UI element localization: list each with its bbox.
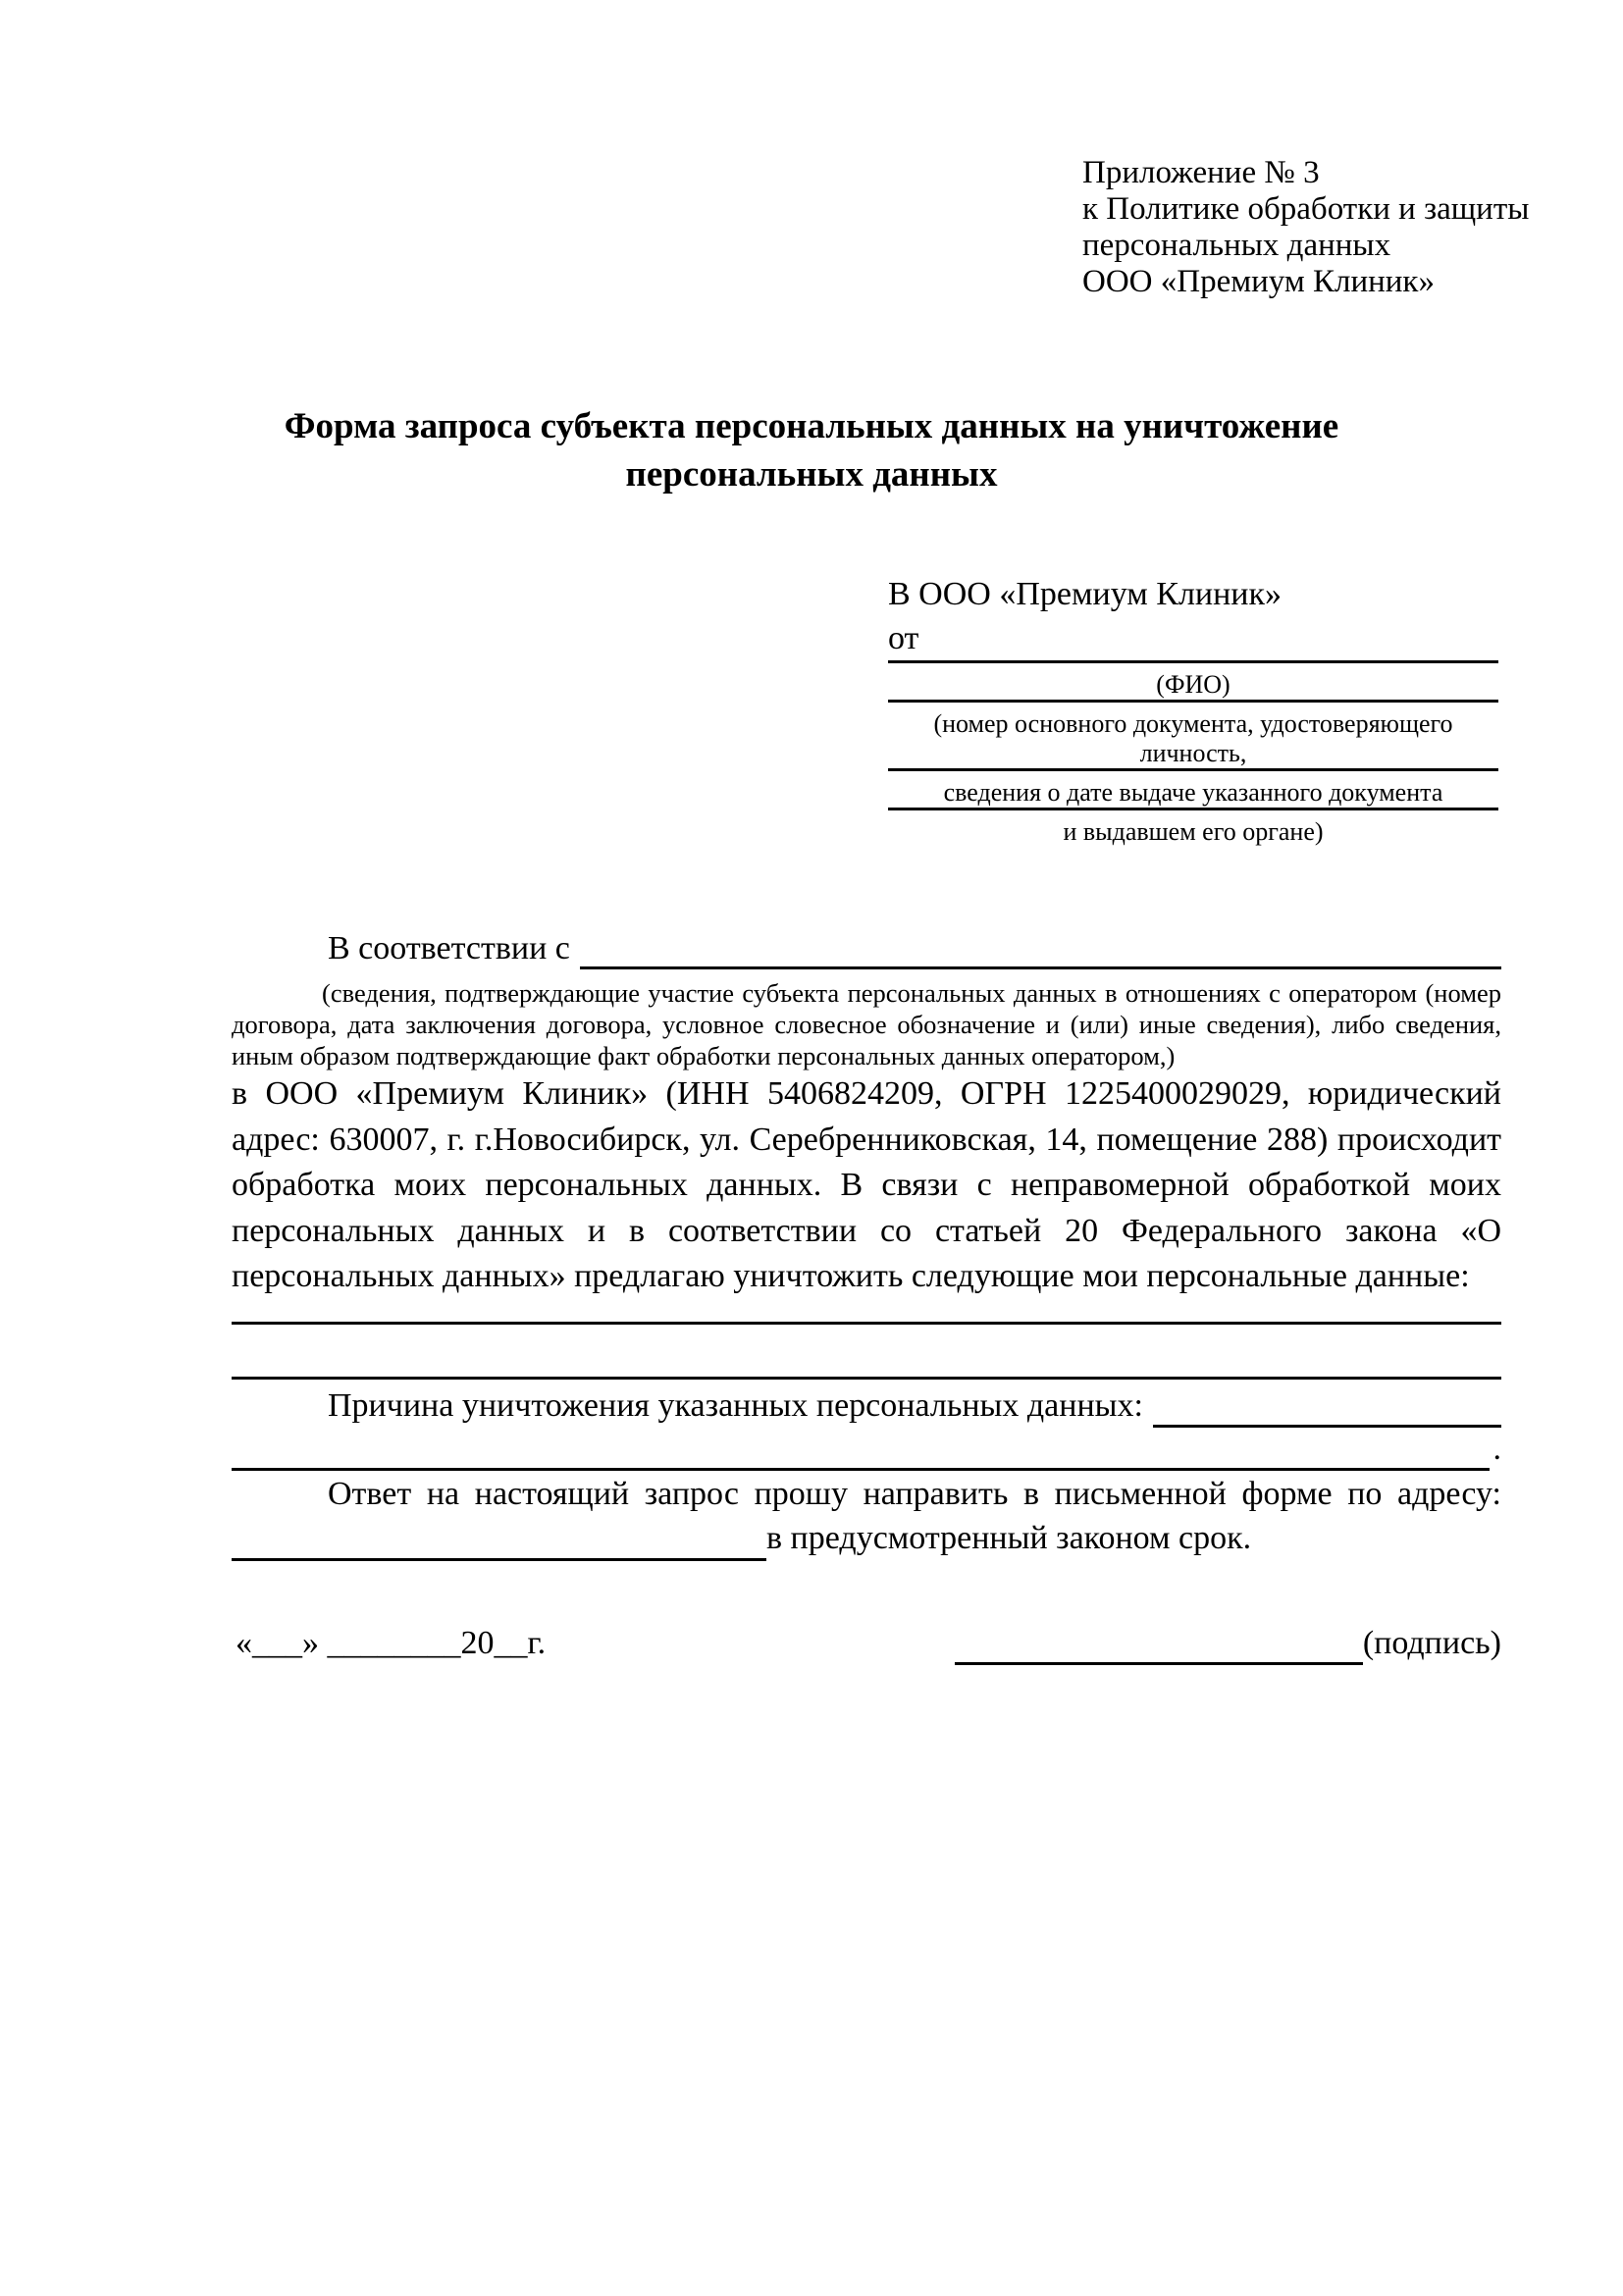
- data-to-destroy-line-2[interactable]: [232, 1325, 1501, 1380]
- appendix-line-3: персональных данных: [1082, 228, 1391, 263]
- appendix-line-1: Приложение № 3: [1082, 155, 1320, 190]
- date-field[interactable]: «___» ________20__г.: [236, 1624, 547, 1661]
- document-authority-caption: и выдавшем его органе): [1063, 817, 1324, 846]
- reason-label: Причина уничтожения указанных персональных данных:: [328, 1386, 1143, 1424]
- fio-caption: (ФИО): [1156, 670, 1230, 699]
- reason-continuation-row: [232, 1428, 1501, 1471]
- reason-row: [232, 1384, 1501, 1428]
- document-number-input-line[interactable]: [888, 700, 1498, 703]
- signature-caption: (подпись): [1362, 1624, 1501, 1661]
- fio-field: [888, 660, 1498, 700]
- document-issue-date-caption: сведения о дате выдаче указанного документа: [943, 778, 1443, 807]
- addressee-from-label: от: [888, 620, 919, 656]
- addressee-to: В ООО «Премиум Клиник»: [888, 576, 1283, 612]
- document-number-field: [888, 700, 1498, 768]
- reason-input-line-2[interactable]: [232, 1428, 1490, 1471]
- accordance-row: [232, 928, 1501, 969]
- reply-text: Ответ на настоящий запрос прошу направить в письменной форме по адресу:: [328, 1475, 1501, 1512]
- document-issue-date-input-line[interactable]: [888, 768, 1498, 771]
- accordance-note: (сведения, подтверждающие участие субъекта персональных данных в отношениях с оператором (номер договора, дата заключения договора, условное словесное обозначение и (или) иные сведения), либо сведения, иным образом подтверждающие факт обработки персональных данных оператором,): [232, 978, 1501, 1070]
- signature-area: [955, 1622, 1501, 1665]
- document-authority-input-line[interactable]: [888, 808, 1498, 810]
- data-to-destroy-line-1[interactable]: [232, 1300, 1501, 1325]
- signature-row: [232, 1622, 1501, 1665]
- appendix-line-4: ООО «Премиум Клиник»: [1082, 264, 1435, 299]
- addressee-block: [888, 572, 1498, 847]
- reason-input-line[interactable]: [1153, 1384, 1501, 1428]
- sentence-period: .: [1492, 1430, 1501, 1467]
- document-authority-field: [888, 808, 1498, 847]
- appendix-line-2: к Политике обработки и защиты: [1082, 191, 1530, 227]
- fio-input-line[interactable]: [888, 660, 1498, 663]
- reply-tail: в предусмотренный законом срок.: [766, 1519, 1252, 1556]
- accordance-input-line[interactable]: [580, 928, 1501, 969]
- reply-address-input-line[interactable]: [232, 1516, 766, 1561]
- form-title: Форма запроса субъекта персональных данных на уничтожение персональных данных: [284, 406, 1339, 495]
- accordance-lead: В соответствии с: [328, 930, 570, 966]
- reply-address-row: [232, 1516, 1501, 1561]
- document-body: [232, 928, 1501, 1665]
- appendix-note: [1082, 155, 1529, 300]
- main-paragraph: в ООО «Премиум Клиник» (ИНН 5406824209, ОГРН 1225400029029, юридический адрес: 630007, г. г.Новосибирск, ул. Серебренниковская, 14, помещение 288) происходит обработка моих персональных данных. В связи с неправомерной обработкой моих персональных данных и в соответствии со статьей 20 Федерального закона «О персональных данных» предлагаю уничтожить следующие мои персональные данные:: [232, 1075, 1501, 1294]
- document-number-caption: (номер основного документа, удостоверяющего личность,: [933, 709, 1453, 767]
- signature-input-line[interactable]: [955, 1623, 1363, 1665]
- document-issue-date-field: [888, 768, 1498, 808]
